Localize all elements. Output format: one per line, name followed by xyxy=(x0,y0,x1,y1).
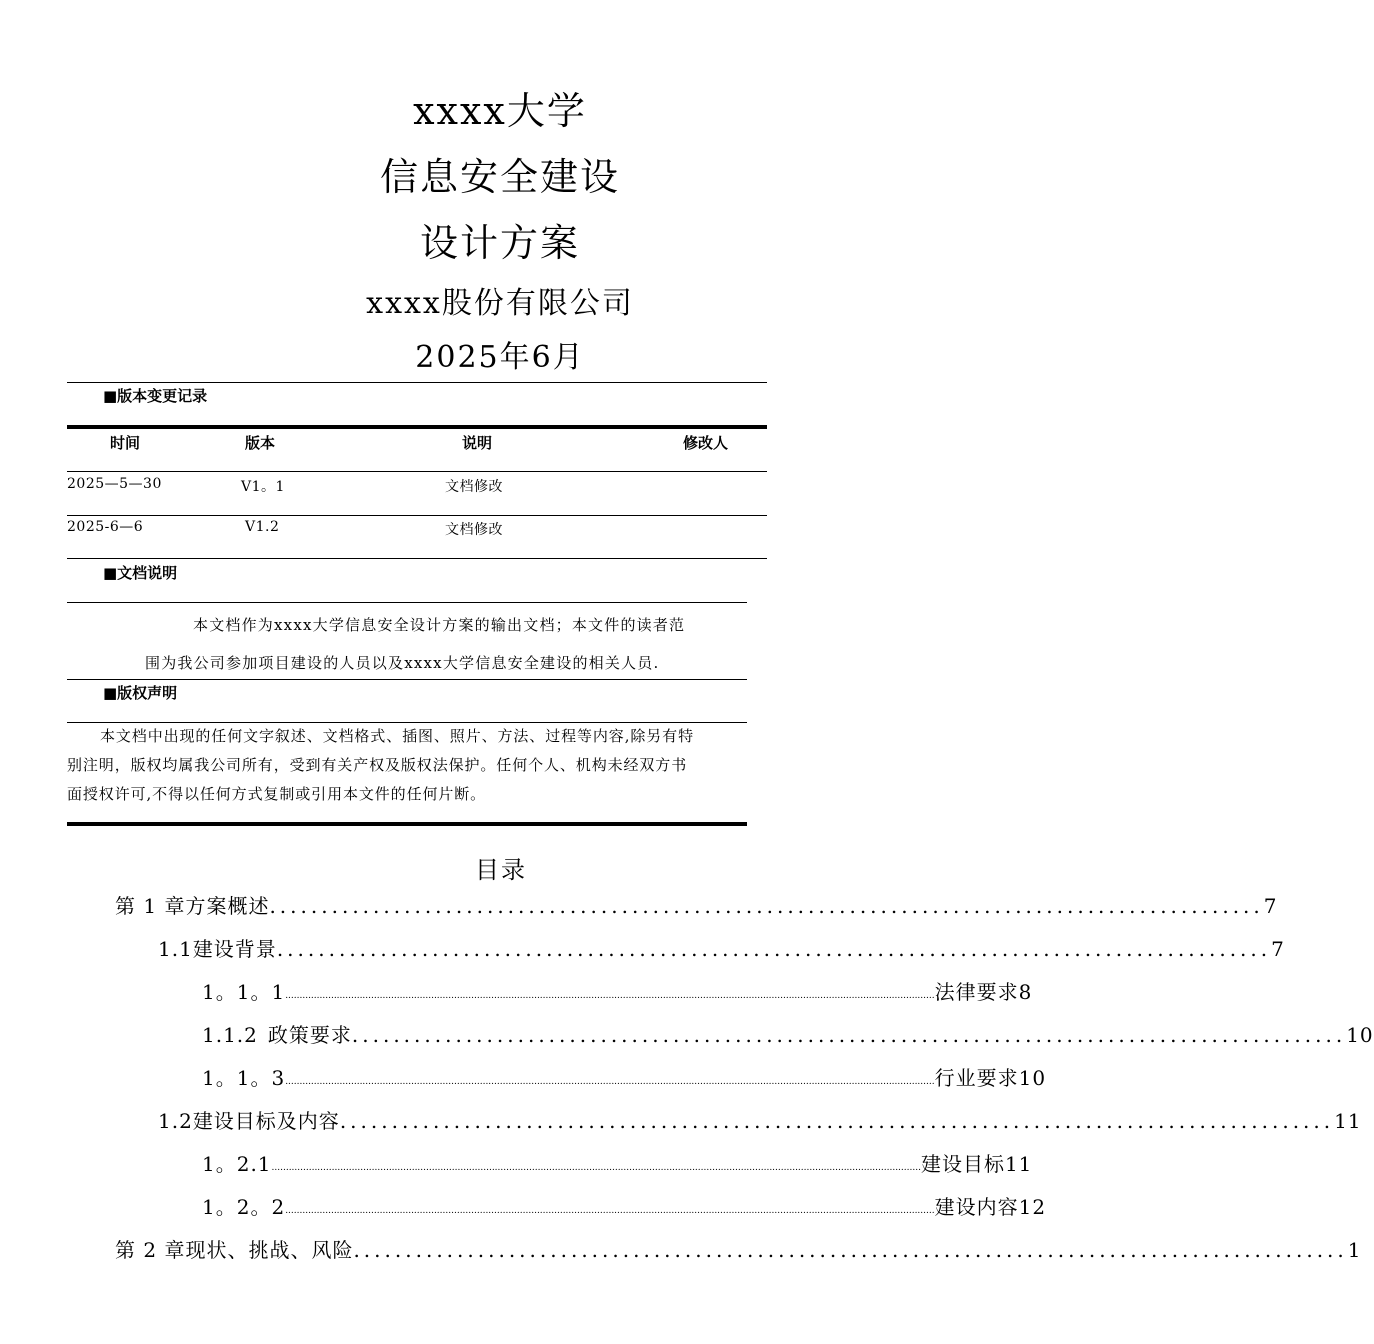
table-header-description: 说明 xyxy=(462,434,493,452)
copyright-line-1: 本文档中出现的任何文字叙述、文档格式、插图、照片、方法、过程等内容,除另有特 xyxy=(100,727,694,745)
table-header-time: 时间 xyxy=(110,434,141,452)
table-header-modifier: 修改人 xyxy=(683,434,729,452)
toc-entry-page: 10 xyxy=(1346,1023,1374,1047)
table-header-version: 版本 xyxy=(245,434,276,452)
table-cell-version: V1.2 xyxy=(245,519,280,535)
toc-entry[interactable] xyxy=(202,1148,1033,1177)
toc-entry-page: 11 xyxy=(1334,1109,1362,1133)
table-cell-description: 文档修改 xyxy=(445,522,503,538)
toc-leader: ................................................................................................ xyxy=(276,937,1272,961)
toc-entry-title: 建设目标 xyxy=(920,1152,1005,1176)
table-cell-time: 2025—5—30 xyxy=(67,476,162,492)
table-row-divider xyxy=(67,471,767,472)
copyright-heading: ■版权声明 xyxy=(103,684,178,702)
table-top-rule xyxy=(67,425,767,429)
table-cell-version: V1。1 xyxy=(241,479,285,495)
toc-entry-number: 第 2 章 xyxy=(115,1238,186,1262)
copyright-line-3: 面授权许可,不得以任何方式复制或引用本文件的任何片断。 xyxy=(67,785,487,803)
section-end-rule xyxy=(67,822,747,826)
toc-entry-number: 1.1 xyxy=(158,937,193,961)
toc-entry[interactable] xyxy=(202,1019,1374,1048)
toc-entry-number: 第 1 章 xyxy=(115,894,186,918)
cover-date: 2025年6月 xyxy=(415,340,585,375)
toc-entry[interactable] xyxy=(202,1062,1047,1091)
toc-entry-page: 12 xyxy=(1018,1195,1047,1219)
divider xyxy=(67,602,747,603)
copyright-line-2: 别注明，版权均属我公司所有，受到有关产权及版权法保护。任何个人、机构未经双方书 xyxy=(67,756,688,774)
toc-leader: ................................................................................................................................................................................................................................... xyxy=(285,1077,935,1087)
toc-entry-number: 1.1.2 xyxy=(202,1023,258,1047)
toc-entry-title: 现状、挑战、风险 xyxy=(185,1238,354,1262)
toc-leader: ................................................................................................ xyxy=(269,894,1264,918)
toc-entry-title: 建设背景 xyxy=(192,937,277,961)
toc-entry-title: 行业要求 xyxy=(934,1066,1019,1090)
toc-entry-page: 10 xyxy=(1018,1066,1047,1090)
divider xyxy=(67,722,747,723)
toc-entry-title: 方案概述 xyxy=(185,894,270,918)
toc-leader: ................................................................................................................................................................................................................................... xyxy=(285,991,935,1001)
toc-entry[interactable] xyxy=(202,976,1033,1005)
toc-entry-page: 1 xyxy=(1347,1238,1362,1262)
divider xyxy=(67,679,747,680)
toc-entry-page: 8 xyxy=(1018,980,1033,1004)
toc-entry-number: 1。1。3 xyxy=(202,1066,286,1090)
toc-title: 目录 xyxy=(475,856,527,884)
version-record-heading: ■版本变更记录 xyxy=(103,387,208,405)
toc-entry-title: 法律要求 xyxy=(934,980,1019,1004)
toc-entry-number: 1。1。1 xyxy=(202,980,286,1004)
toc-entry-number: 1.2 xyxy=(158,1109,193,1133)
toc-entry[interactable] xyxy=(115,1234,1362,1263)
cover-university-title: xxxx大学 xyxy=(413,89,587,133)
cover-subtitle: 设计方案 xyxy=(419,221,580,265)
toc-leader: ................................................................................................................................................................................................................................... xyxy=(271,1163,921,1173)
toc-entry-page: 11 xyxy=(1004,1152,1033,1176)
toc-leader: ................................................................................................ xyxy=(353,1238,1348,1262)
toc-entry-number: 1。2。2 xyxy=(202,1195,286,1219)
table-bottom-rule xyxy=(67,558,767,559)
toc-entry-title: 政策要求 xyxy=(267,1023,352,1047)
toc-entry[interactable] xyxy=(115,890,1278,919)
toc-entry-page: 7 xyxy=(1263,894,1278,918)
table-row-divider xyxy=(67,515,767,516)
toc-leader: ................................................................................................ xyxy=(339,1109,1335,1133)
toc-leader: ................................................................................................ xyxy=(351,1023,1347,1047)
toc-entry[interactable] xyxy=(158,933,1285,962)
doc-description-heading: ■文档说明 xyxy=(103,564,178,582)
toc-entry-title: 建设目标及内容 xyxy=(192,1109,340,1133)
divider xyxy=(67,382,767,383)
cover-project-title: 信息安全建设 xyxy=(379,155,620,199)
toc-entry-page: 7 xyxy=(1271,937,1285,961)
toc-entry[interactable] xyxy=(158,1105,1362,1134)
toc-entry[interactable] xyxy=(202,1191,1047,1220)
toc-leader: ................................................................................................................................................................................................................................... xyxy=(285,1206,935,1216)
table-cell-time: 2025-6—6 xyxy=(67,519,144,535)
toc-entry-title: 建设内容 xyxy=(934,1195,1019,1219)
doc-description-line-1: 本文档作为xxxx大学信息安全设计方案的输出文档；本文件的读者范 xyxy=(193,616,686,634)
toc-entry-number: 1。2.1 xyxy=(202,1152,272,1176)
cover-company: xxxx股份有限公司 xyxy=(366,286,634,321)
doc-description-line-2: 围为我公司参加项目建设的人员以及xxxx大学信息安全建设的相关人员. xyxy=(145,654,660,672)
table-cell-description: 文档修改 xyxy=(445,479,503,495)
